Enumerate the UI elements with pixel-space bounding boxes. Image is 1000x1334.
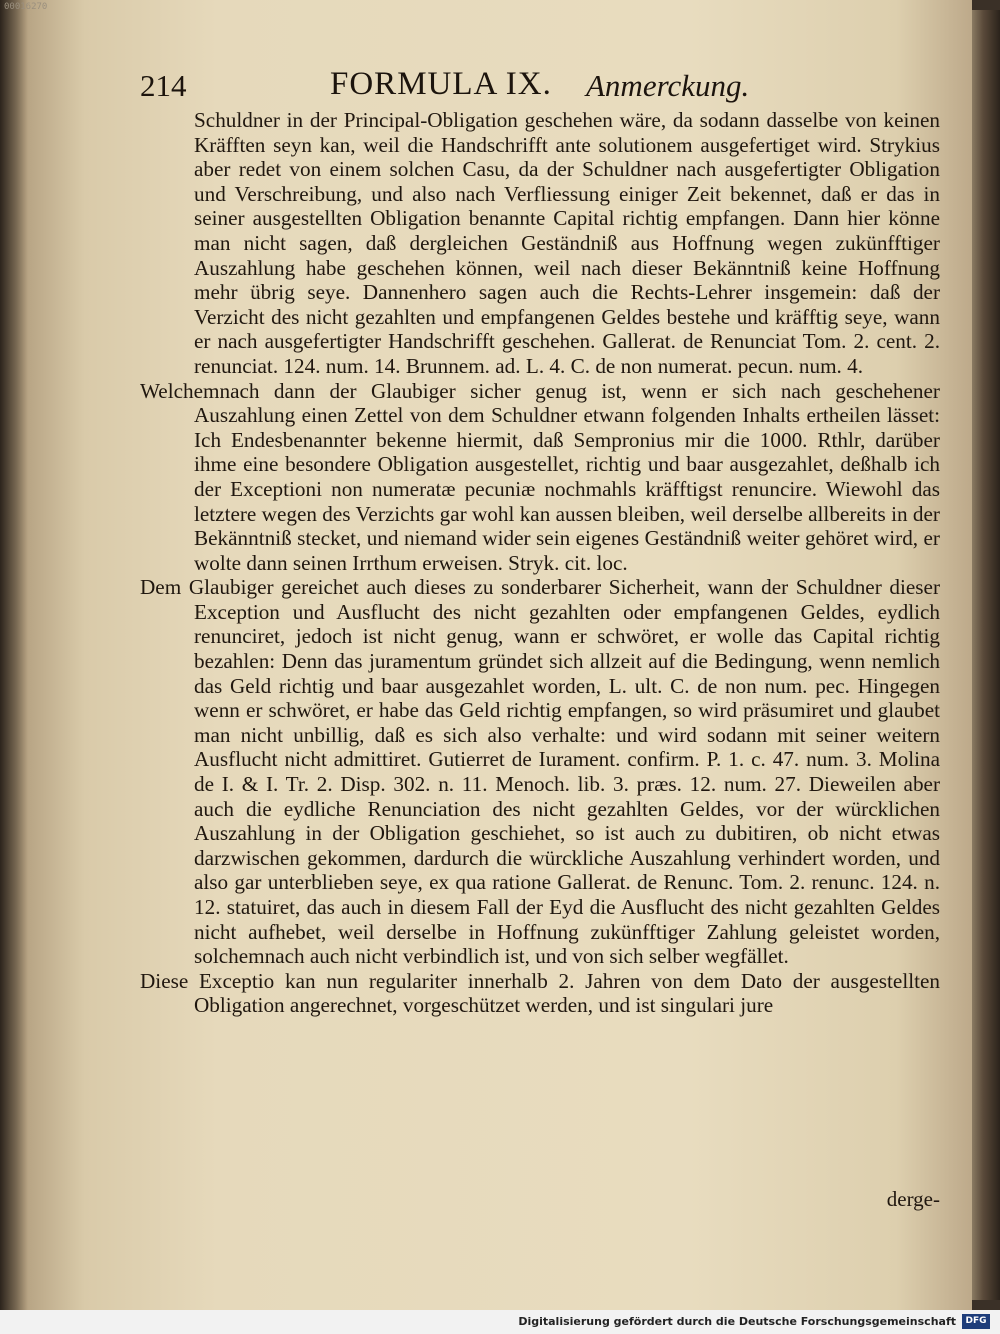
paragraph-continued: Schuldner in der Principal-Obligation geschehen wäre, da sodann dasselbe von keinen Kräfften seyn kan, weil die Handschrifft ante solutionem ausgefertiget wird. Strykius aber redet von einem solchen Casu, da der Schuldner nach ausgefertigter Obligation und Verschreibung, und also nach Verfliessung einiger Zeit bekennet, daß er das in seiner ausgestellten Obligation benannte Capital richtig empfangen. Dann hier könne man nicht sagen, daß dergleichen Geständniß aus Hoffnung wegen zukünfftiger Auszahlung habe geschehen können, weil nach dieser Bekänntniß keine Hoffnung mehr übrig seye. Dannenhero sagen auch die Rechts-Lehrer insgemein: daß der Verzicht des nicht gezahlten und empfangenen Geldes bestehe und kräfftig seye, wann er nach ausgefertigter Handschrifft geschehen. Gallerat. de Renunciat Tom. 2. cent. 2. renunciat. 124. num. 14. Brunnem. ad. L. 4. C. de non numerat. pecun. num. 4.	[194, 108, 940, 378]
catchword: derge-	[886, 1187, 940, 1211]
paragraph: Diese Exceptio kan nun regulariter innerhalb 2. Jahren von dem Dato der ausgestellten Obligation angerechnet, vorgeschützet werden, und ist singulari jure	[140, 968, 940, 1018]
digitization-footer	[0, 1310, 1000, 1334]
running-title: FORMULA IX.	[330, 66, 552, 102]
running-subtitle: Anmerckung.	[586, 68, 750, 103]
funding-credit: Digitalisierung gefördert durch die Deutsche Forschungsgemeinschaft	[518, 1315, 956, 1328]
scan-stamp: 00016270	[4, 2, 48, 12]
paragraph: Dem Glaubiger gereichet auch dieses zu sonderbarer Sicherheit, wann der Schuldner dieser Exception und Ausflucht des nicht gezahlten oder empfangenen Geldes, eydlich renunciret, jedoch ist nicht genug, wann er schwöret, er wolle das Capital richtig bezahlen: Denn das juramentum gründet sich allzeit auf die Bedingung, wenn nemlich das Geld richtig und baar ausgezahlet worden, L. ult. C. de non num. pec. Hingegen wenn er schwöret, er habe das Geld richtig empfangen, so wird präsumiret und glaubet man nicht unbillig, daß es sich also verhalte: und wird sodann mit seiner weitern Ausflucht nicht admittiret. Gutierret de Iurament. confirm. P. 1. c. 47. num. 3. Molina de I. & I. Tr. 2. Disp. 302. n. 11. Menoch. lib. 3. præs. 12. num. 27. Dieweilen aber auch die eydliche Renunciation des nicht gezahlten Geldes, vor der würcklichen Auszahlung in der Obligation geschiehet, so ist auch zu dubitiren, ob nicht etwas darzwischen gekommen, dardurch die würckliche Auszahlung verhindert worden, und also gar unterblieben seye, ex qua ratione Gallerat. de Renunc. Tom. 2. renunc. 124. n. 12. statuiret, das auch in diesem Fall der Eyd die Ausflucht des nicht gezahlten Geldes nicht aufhebet, weil derselbe in Hoffnung zukünfftiger Zahlung geleistet worden, solchemnach auch nicht verbindlich ist, und von sich selber wegfället.	[140, 575, 940, 969]
dfg-logo-icon: DFG	[962, 1314, 990, 1329]
book-fore-edge	[972, 10, 1000, 1300]
running-header	[140, 62, 960, 112]
body-text	[140, 108, 940, 1018]
book-binding-gutter	[0, 0, 28, 1334]
page-number: 214	[140, 68, 187, 103]
paragraph: Welchemnach dann der Glaubiger sicher genug ist, wenn er sich nach geschehener Auszahlung einen Zettel von dem Schuldner etwann folgenden Inhalts ertheilen lässet: Ich Endesbenannter bekenne hiermit, daß Sempronius mir die 1000. Rthlr, darüber ihme eine besondere Obligation ausgestellet, richtig und baar ausgezahlet, deßhalb ich der Exceptioni non numeratæ pecuniæ nochmahls kräfftigst renuncire. Wiewohl das letztere wegen des Verzichts gar wohl kan aussen bleiben, weil derselbe allbereits in der Bekänntniß stecket, und niemand wider sein eigenes Geständniß weiter gehöret wird, er wolte dann seinen Irrthum erweisen. Stryk. cit. loc.	[140, 378, 940, 575]
